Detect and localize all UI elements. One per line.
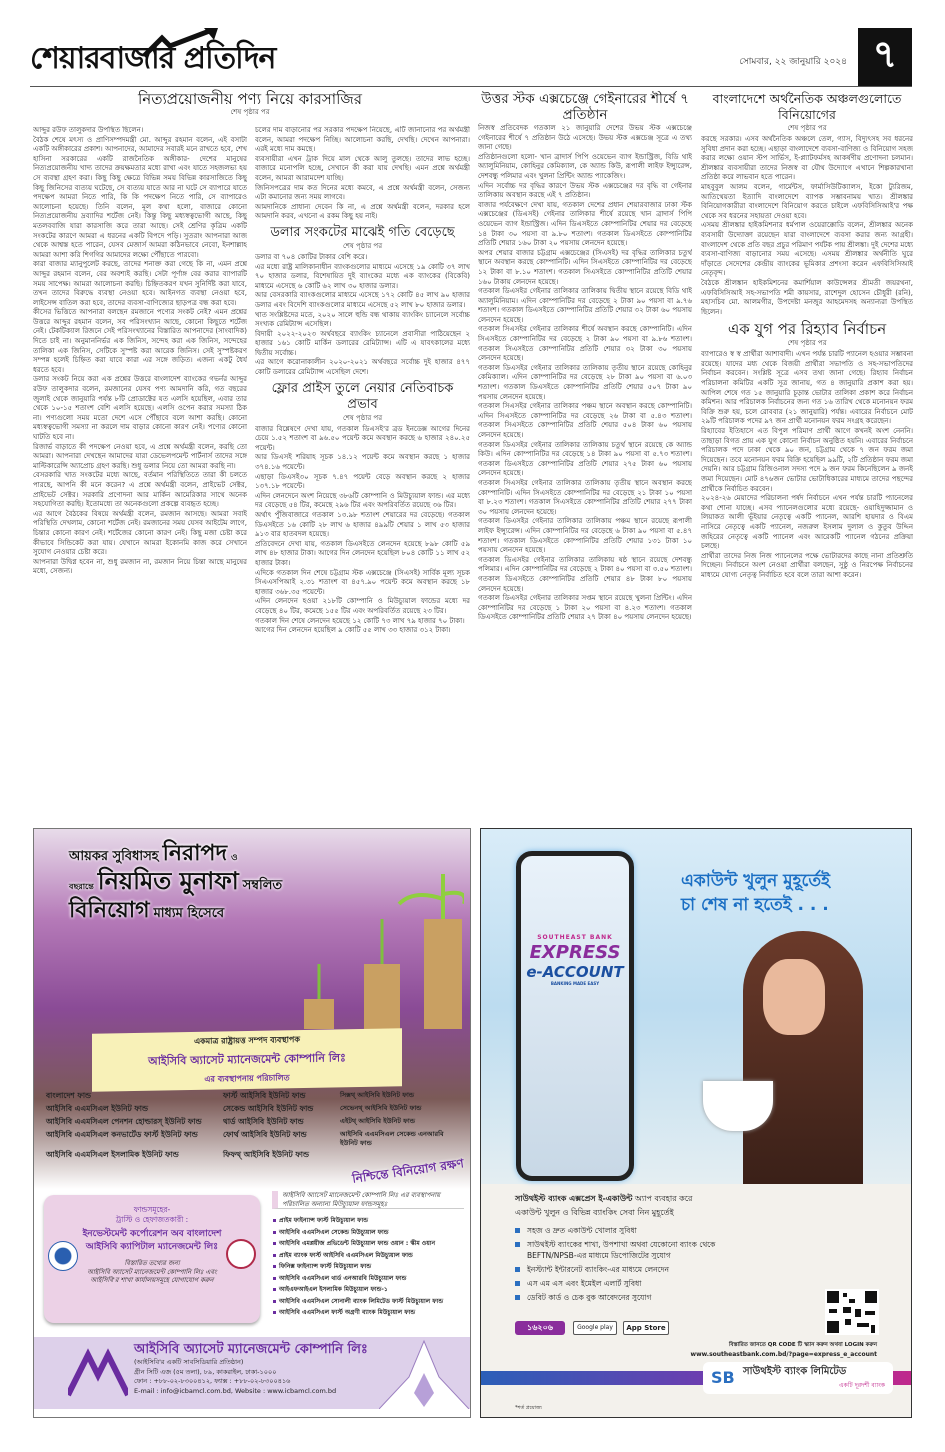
paragraph: গতকাল সিএসইর গেইনার তালিকার শীর্ষে অবস্থান করছে কোম্পানিটি। এদিন সিএসইতে কোম্পানিটির দর বেড়েছে ২ টাকা ৯০ পয়সা বা ৯.৮৬ শতাংশ। গতকাল সিএসইতে কোম্পানিটির প্রতিটি শেয়ার ৩২ টাকা ৩০ পয়সায় লেনদেন হয়েছে। [478,325,692,363]
ad-headline: আয়কর সুবিধাসহ নিরাপদ ও বছরান্তে নিয়মিত মুনাফা সম্বলিত বিনিয়োগ মাধ্যম হিসেবে [69,841,283,923]
subheadline: ডলার সংকটের মাঝেই গতি বেড়েছে [270,224,455,240]
newspaper-logo: শেয়ারবাজার প্রতিদিন [30,34,250,82]
fund-item: এইটথ্ আইসিবি ইউনিট ফান্ড [340,1117,416,1125]
mutual-fund-item: আইসিবি এএমসিএল সোনালী ব্যাংক লিমিটেড ফার্স্ট মিউচ্যুয়াল ফান্ড [279,1298,464,1306]
paragraph: এর মধ্যে রাষ্ট্র মালিকানাধীন ব্যাংকগুলোর মাধ্যমে এসেছে ১৯ কোটি ৩৭ লাখ ৭০ হাজার ডলার, বিশেষায়িত দুই ব্যাংকের মধ্যে এক ব্যাংকের (বিকেবি) মাধ্যমে এসেছে ৬ কোটি ৬২ লাখ ৩০ হাজার ডলার। [255,262,470,290]
mutual-fund-item: আইএফআইএল ইসলামিক মিউচ্যুয়াল ফান্ড-১ [279,1286,464,1294]
article-column [33,126,247,820]
website-link[interactable]: www.southeastbank.com.bd/?page=express_e_account [690,1351,877,1358]
paragraph: বৈঠক শেষে মৎস্য ও প্রাণিসম্পদমন্ত্রী মো. আব্দুর রহমান বলেন, এই বসাটা একটি অঙ্গীকারের প্রকাশ। আপনাদের, আমাদের সবারই মনে রাখতে হবে, শেখ হাসিনা সরকারের একটি রাজনৈতিক অঙ্গীকার- দেশের মানুষের নিত্যপ্রয়োজনীয় খাদ্য তাদের ক্রয়ক্ষমতার মধ্যে রাখা এবং যাতে সহজলভ্য হয় সে ব্যবস্থা গ্রহণ করা। কিছু কিছু ক্ষেত্রে বিভিন্ন সময় বিভিন্ন কারসাজিতে কিছু কিছু জিনিসের ব্যত্যয় ঘটেছে, সে ব্যত্যয় যাতে আর না ঘটে সে ব্যাপারে যাতে পদক্ষেপ আমরা নিতে পারি, কি কি পদক্ষেপ নিতে পারি, সে ব্যাপারেও আলোচনা হয়েছে। তিনি বলেন, মূল কথা হলো, বাজারে কোনো নিত্যপ্রয়োজনীয় দ্রব্যাদির শর্টেজ নেই। কিন্তু কিছু মধ্যস্বত্বভোগী আছে, কিছু মতলববাজি যারা কারসাজি করে তারা আছে। সেই শ্রেণির কৃত্রিম একটি সংকটের কারণে আমরা এ ধরনের একটি বিপদে পড়ি। সুতরাং আপনারা আজ থেকে আশ্বস্ত হতে পারেন, যেসব মেজার্স আমরা কঠিনভাবে নেবো, ইনশাল্লাহ আমরা আশা করি শিগগির আমাদের লক্ষ্যে পৌঁছাতে পারবো। [33,135,247,259]
paragraph: ব্যাপারেও স্ব স্ব প্রার্থীরা আশাবাদী। এখন পর্যন্ত চারটি প্যানেল হওয়ার সম্ভাবনা রয়েছে। যাদের মধ্য থেকে বিজয়ী প্রার্থীরা সভাপতি ও সহ-সভাপতিদের নির্বাচন করবেন। সংশ্লিষ্ট সূত্রে এসব তথ্য জানা গেছে। রিহ্যাব নির্বাচন পরিচালনা কমিটির একটি সূত্র জানায়, গত ৪ জানুয়ারি প্রকাশ করা হয়। আপিল শেষে গত ১৫ জানুয়ারি চূড়ান্ত ভোটার তালিকা প্রকাশ করে নির্বাচন কমিশন। আর পরিচালক নির্বাচনের জন্য গত ১৬ তারিখ থেকে মনোনয়ন ফরম বিক্রি শুরু হয়, চলে রোববার (২১ জানুয়ারি) পর্যন্ত। এবারের নির্বাচনে মোট ২৯টি পরিচালক পদের ৯৭ জন প্রার্থী মনোনয়ন ফরম সংগ্রহ করেছেন। [701,350,913,426]
fund-item: সিক্সথ্ আইসিবি ইউনিট ফান্ড [340,1091,415,1099]
fund-item: আইসিবি এএমসিএল কনভার্টেড ফার্স্ট ইউনিট ফান্ড [46,1130,198,1139]
paragraph: ডলার সংকট নিয়ে করা এক প্রশ্নের উত্তরে বাংলাদেশ ব্যাংকের গভর্নর আব্দুর রউফ তালুকদার বলেন, রমজানের যেসব পণ্য আমদানি করি, গত বছরের জুলাই থেকে জানুয়ারি পর্যন্ত ৮টি প্রোডাক্টের যত এলসি হয়েছিল, এবার তার থেকে ১০-১৫ শতাংশ বেশি এলসি হয়েছে। এলসি ওপেন করার সমস্যা ঠিক না। পণ্যগুলো সময় মতো দেশে এসে পৌঁছাবে বলে আশা করছি। কোনো মধ্যস্বত্বভোগী সমস্যা না করলে দাম বাড়ার কোনো কারণ নেই। পণ্যের কোনো ঘাটতি হবে না। [33,375,247,441]
tea-cup [703,1081,773,1131]
fund-item: আইসিবি এএমসিএল ইউনিট ফান্ড [46,1104,148,1113]
paragraph: গতকাল সিএসইর গেইনার তালিকার তালিকায় তৃতীয় স্থানে অবস্থান করছে কোম্পানিটি। এদিন সিএসইতে কোম্পানিটির দর বেড়েছে ২১ টাকা ১০ পয়সা বা ৮.২৩ শতাংশ। গতকাল সিএসইতে কোম্পানিটির প্রতিটি শেয়ার ২৭৭ টাকা ৩০ পয়সায় লেনদেন হয়েছে। [478,478,692,516]
article-headline: বাংলাদেশে অর্থনৈতিক অঞ্চলগুলোতে বিনিয়োগের [712,91,902,122]
feature-bullet: সাউথইস্ট ব্যাংকের শাখা, উপশাখা অথবা যেকোনো ব্যাংক থেকে [515,1239,815,1250]
paragraph: বিদায়ী ২০২২-২০২৩ অর্থবছরে ব্যাংকিং চ্যানেলে প্রবাসীরা পাঠিয়েছেন ২ হাজার ১৬১ কোটি মার্কিন ডলারের রেমিট্যান্স। এটি এ যাবৎকালের মধ্যে দ্বিতীয় সর্বোচ্চ। [255,329,470,357]
paragraph: আব্দুর রউফ তালুকদার উপস্থিত ছিলেন। [33,126,144,134]
paragraph: এদিকে গতকাল দিন শেষে চট্টগ্রাম স্টক এক্সচেঞ্জে (সিএসই) সার্বিক মূল্য সূচক সিএএসপিআই ২.৩১ শতাংশ বা ৪৫৭.৯০ পয়েন্ট কমে অবস্থান করছে ১৮ হাজার ৩৬৮.৩৫ পয়েন্টে। [255,568,470,596]
mutual-fund-item: প্রাইম ফাইন্যান্স ফার্স্ট মিউচ্যুয়াল ফান্ড [279,1217,464,1225]
icb-advertisement [33,828,471,1418]
bank-logo-box: SB সাউথইস্ট ব্যাংক লিমিটেড একটি দূরদর্শী ব্যাংক [703,1362,893,1394]
paragraph: ২০২৪-২৬ মেয়াদের পরিচালনা পর্ষদ নির্বাচনে এখন পর্যন্ত চারটি প্যানেলের কথা শোনা যাচ্ছে। এসব প্যানেলগুলোর মধ্যে রয়েছে- ওয়াহিদুজ্জামান ও লিয়াকত আলী ভূঁইয়ার নেতৃত্বে একটি প্যানেল, আরশি হায়দার ও বিএম নাসিরে নেতৃত্বে একটি প্যানেল, নজরুল ইসলাম দুলাল ও কুতুব উদ্দিন জহিরের নেতৃত্বে একটি প্যানেল এবং আরেকটি প্যানেল গঠনের প্রক্রিয়া চলছে। [701,494,913,551]
paragraph: আপনারা উদ্বিগ্ন হবেন না, শুধু রমজান না, রমজান নিয়ে চিন্তা আছে মানুষের মধ্যে, সেজন্য। [33,557,247,576]
mutual-fund-intro: আইসিবি অ্যাসেট ম্যানেজমেন্ট কোম্পানি লিঃ এর ব্যবস্থাপনায় পরিচালিত অন্যান্য মিউচ্যুয়াল ফান্ডসমূহঃ [272,1191,464,1209]
qr-code-icon [825,1289,879,1335]
paragraph: বেসরকারি খাত সংকটের মধ্যে আছে, বর্তমান পরিস্থিতিতে তারা কী চলতে পারছে, আপনি কী মনে করেন? এ প্রশ্নে অর্থমন্ত্রী বলেন, প্রাইভেট সেক্টর, প্রাইভেট সেক্টর। সরকারি প্রণোদনা আর মার্কিন আমেরিকার সাথে অনেক সহযোগিতা করছি। ইতোমধ্যে তা অনেকগুলো প্রকল্পে ব্যবহৃত হচ্ছে। [33,471,247,509]
paragraph: আর ডিএসই শরিয়াহ সূচক ১৪.১২ পয়েন্ট কমে অবস্থান করছে ১ হাজার ৩৭৪.১৬ পয়েন্টে। [255,453,470,472]
subheadline: এক যুগ পর রিহ্যাব নির্বাচন [727,320,887,339]
paragraph: ডলার বা ৭০৪ কোটির টাকার বেশি করে। [255,252,368,261]
mutual-fund-item: আইসিবি এমপ্লয়ীজ প্রভিডেন্ট মিউচ্যুয়াল ফান্ড ওয়ান : স্কীম ওয়ান [279,1240,464,1248]
paragraph: আর বেসরকারি ব্যাংকগুলোর মাধ্যমে এসেছে ১৭২ কোটি ৪৫ লাখ ৯০ হাজার ডলার এবং বিদেশি ব্যাংকগুলোর মাধ্যমে এসেছে ৫২ লাখ ৮০ হাজার ডলার। [255,291,470,309]
continued-label: শেষ পৃষ্ঠার পর [342,413,383,422]
stamp-text: নিশ্চিন্তে বিনিয়োগ রক্ষণ [351,1156,465,1186]
article-column [478,91,692,820]
paragraph: কারা বাজার ম্যানুপুলেট করছে, তাদের শনাক্ত করা গেছে কি না, এমন প্রশ্নে আব্দুর রহমান বলেন, বের অবশ্যই করছি। সেটা পূর্ণাঙ্গ বের করার ব্যাপারটি সময় সাপেক্ষ। আমরা আলোচনা করছি। চিহ্নিতকরণ যখন সুনির্দিষ্ট করা যাবে, তখন তাদের বিরুদ্ধে ব্যবস্থা নেওয়া হবে। আইনগত ব্যবস্থা নেওয়া হবে, লাইসেন্স বাতিল করা হবে, তাদের ব্যবসা-বাণিজ্যের ছাড়পত্র বন্ধ করা হবে। [33,260,247,307]
fund-list [46,1091,464,1160]
paragraph: কীসের ভিত্তিতে আপনারা বলছেন রমজানে পণ্যের সংকট নেই? এমন প্রশ্নের উত্তরে আব্দুর রহমান বলেন, সব পরিসংখ্যান আছে, কোনো কিছুতে শর্টেজ নেই। টেকটিক্যাল রিজনে সেই পরিসংখ্যানের বিস্তারিত আপনাদের (সাংবাদিক) দিতে চাই না। অনুমাননির্ভর এক জিনিস, সন্দেহ করা এক জিনিস, সন্দেহের তালিকা এক জিনিস, সেটিকে সুস্পষ্ট করা আরেক জিনিস। সেই সুস্পষ্টকরণ সম্পন্ন হলেই চিহ্নিত করা যাবে কারা এর সঙ্গে জড়িত। এজন্য একটু ধৈর্য ধরতে হবে। [33,308,247,374]
fund-item: ফোর্থ আইসিবি ইউনিট ফান্ড [223,1130,307,1139]
google-play-badge[interactable]: Google play [573,1321,617,1335]
sb-logo-icon: SB [711,1368,735,1387]
article-column [255,126,470,820]
paragraph: গতকাল ডিএসইর গেইনার তালিকার তালিকায় দ্বিতীয় স্থানে রয়েছে বিডি থাই অ্যালুমিনিয়াম। এদিন কোম্পানিটির দর বেড়েছে ২ টাকা ৯০ পয়সা বা ৯.৭৬ শতাংশ। গতকাল ডিএসইতে কোম্পানিটির প্রতিটি শেয়ার ৩২ টাকা ৬০ পয়সায় লেনদেন হয়েছে। [478,287,692,324]
paragraph: গতকাল ডিএসইর গেইনার তালিকার তালিকায় তৃতীয় স্থানে রয়েছে কোহিনুর কেমিক্যাল। এদিন কোম্পানিটির দর বেড়েছে ২৮ টাকা ৯০ পয়সা বা ৬.০৩ শতাংশ। গতকাল ডিএসইতে কোম্পানিটির প্রতিটি শেয়ার ৫০৭ টাকা ৯০ পয়সায় লেনদেন হয়েছে। [478,363,692,401]
paragraph: আগের দিন লেনদেন হয়েছিল ৯ কোটি ৫৫ লাখ ৩৩ হাজার ৩১২ টাকা। [255,626,451,635]
mutual-fund-item: আইসিবি এএমসিএল থার্ড এনআরবি মিউচ্যুয়াল ফান্ড [279,1275,464,1283]
paragraph: জিনিসপত্রের দাম কত দিনের মধ্যে কমবে, এ প্রশ্নে অর্থমন্ত্রী বলেন, সেজন্য এটা কমানোর জন্য সময় লাগবে। [255,183,470,202]
continued-label: শেষ পৃষ্ঠার পর [230,108,270,116]
feature-bullet: ইনস্ট্যান্ট ইন্টারনেট ব্যাংকিং-এর মাধ্যমে লেনদেন [515,1264,815,1275]
paragraph: প্রতিষ্ঠানগুলো হলো- খান ব্রাদার্স পিপি ওয়েভেন ব্যাগ ইন্ডাস্ট্রিজ, বিডি থাই অ্যালুমিনিয়াম, কোহিনুর কেমিক্যাল, কে অ্যান্ড কিউ, রূপালী লাইফ ইন্স্যুরেন্স, দেশবন্ধু পলিমার এবং খুলনা প্রিন্টিং অ্যান্ড প্যাকেজিং। [478,152,692,180]
article-headline: উত্তর স্টক এক্সচেঞ্জে গেইনারের শীর্ষে ৭ প্রতিষ্ঠান [481,91,689,123]
mutual-fund-item: আইসিবি এএমসিএল সেকেন্ড মিউচ্যুয়াল ফান্ড [279,1229,464,1237]
paragraph: গতকাল ডিএসইর গেইনার তালিকার তালিকায় চতুর্থ স্থানে রয়েছে কে অ্যান্ড কিউ। এদিন কোম্পানিটির দর বেড়েছে ১৪ টাকা ৯০ পয়সা বা ৫.৭৩ শতাংশ। গতকাল ডিএসইতে কোম্পানিটির প্রতিটি শেয়ার ২৭৫ টাকা ৬০ পয়সায় লেনদেন হয়েছে। [478,440,692,478]
feature-list [515,1225,815,1306]
article-header [40,90,460,117]
icb-logo [48,1241,78,1271]
rising-arrow-icon [142,28,222,58]
fund-item: থার্ড আইসিবি ইউনিট ফান্ড [223,1117,304,1126]
app-store-badge[interactable]: App Store [623,1321,669,1335]
icml-logo [226,1239,256,1269]
subheadline: ফ্লোর প্রাইস তুলে নেয়ার নেতিবাচক প্রভাব [271,380,454,412]
mountain-graphic [379,1337,469,1409]
fund-item: সেকেন্ড আইসিবি ইউনিট ফান্ড [223,1104,314,1113]
feature-bullet: সহজ ও দ্রুত একাউন্ট খোলার সুবিধা [515,1225,815,1236]
express-e-account-logo: SOUTHEAST BANK EXPRESS e-ACCOUNT BANKING MADE EASY [526,934,624,986]
paragraph: বাজার পর্যবেক্ষণে দেখা যায়, গতকাল দেশের প্রধান শেয়ারবাজার ঢাকা স্টক এক্সচেঞ্জের (ডিএসই) গেইনার তালিকার শীর্ষে রয়েছে খান ব্রাদার্স পিপি ওয়েভেন ব্যাগ ইন্ডাস্ট্রিজ। এদিন ডিএসইতে কোম্পানিটির শেয়ার দর বেড়েছে ১৪ টাকা ৩০ পয়সা বা ৯.৮০ শতাংশ। গতকাল ডিএসইতে কোম্পানিটির প্রতিটি শেয়ার ১৬০ টাকা ২০ পয়সায় লেনদেন হয়েছে। [478,200,692,248]
fund-item: ফিফথ্ আইসিবি ইউনিট ফান্ড [223,1150,309,1159]
page-number: ৭ [858,28,912,86]
fund-item: বাংলাদেশ ফান্ড [46,1091,91,1100]
mutual-fund-panel [272,1191,464,1321]
paragraph: গতকাল দিন শেষে লেনদেন হয়েছে ১২ কোটি ৭৩ লাখ ৭৯ হাজার ৭০ টাকা। [255,616,465,625]
paragraph: ব্যবসায়ীরা এখন ট্রাক দিয়ে মাল থেকে আলু তুলছে। তাদের লাভ হচ্ছে। বাজারে মনোপলি হচ্ছে, সেখানে কী করা যায় দেখছি। এমন প্রশ্নে অর্থমন্ত্রী বলেন, আমরা আরামদেশ যাচ্ছি। [255,154,470,182]
fund-item: ফার্স্ট আইসিবি ইউনিট ফান্ড [223,1091,306,1100]
paragraph: অর্থাৎ পুঁজিবাজারে গতকাল ১৩.৯৮ শতাংশ শেয়ারের দর বেড়েছে। গতকাল ডিএসইতে ১৬ কোটি ২৮ লাখ ৬ হাজার ৪৯৯টি শেয়ার ১ লাখ ৫৩ হাজার ৯১৩ বার হাতবদল হয়েছে। [255,511,470,539]
feature-bullet: এস এম এস এবং ইমেইল এলার্ট সুবিধা [515,1278,815,1289]
trustee-box: ফান্ডসমূহের- ট্রাস্টি ও হেফাজতকারী : ইনভেস্টমেন্ট কর্পোরেশন অব বাংলাদেশ আইসিবি ক্যাপিটাল ম্যানেজমেন্ট লিঃ বিস্তারিত তথ্যের জন্য আইসিবি অ্যাসেট ম্যানেজমেন্ট কোম্পানি লিঃ এবং আইসিবি'র শাখা কার্যালয়সমূহে যোগাযোগ করুন [44,1195,260,1323]
terms-note: *শর্ত প্রযোজ্য [515,1405,542,1411]
mutual-fund-item: প্রাইম ব্যাংক ফার্স্ট আইসিবি এএমসিএল মিউচ্যুয়াল ফান্ড [279,1252,464,1260]
manager-banner: একমাত্র রাষ্ট্রায়ত্ত সম্পদ ব্যবস্থাপক আইসিবি অ্যাসেট ম্যানেজমেন্ট কোম্পানি লিঃ এর ব্যবস্থাপনায় পরিচালিত [92,1028,402,1091]
paragraph: আমদানিকে প্রাধান্য দেবেন কি না, এ প্রশ্নে অর্থমন্ত্রী বলেন, দরকার হলে আমদানি করব, এখনো এ রকম কিছু হয় নাই। [255,202,470,221]
mutual-fund-item: আইসিবি এএমসিএল ফার্স্ট অগ্রণী ব্যাংক মিউচ্যুয়াল ফান্ড [279,1309,464,1317]
continued-label: শেষ পৃষ্ঠার পর [787,124,827,132]
company-footer: আইসিবি অ্যাসেট ম্যানেজমেন্ট কোম্পানি লিঃ (আইসিবি'র একটি সাবসিডিয়ারি প্রতিষ্ঠান) গ্রীন সিটি এজ (৫ম তলা), ৮৯, কাকরাইল, ঢাকা-১০০০ ফোন : +৮৮-০২-৮৩০০৪১২, ফ্যাক্স : +৮৮-০২-৮৩০০৪১৬ E-mail : info@icbamcl.com.bd, Website : www.icbamcl.com.bd [34,1337,470,1409]
paragraph: এদিন সর্বোচ্চ দর বৃদ্ধির কারণে উভয় স্টক এক্সচেঞ্জের দর বৃদ্ধি বা গেইনার তালিকায় অবস্থান করছে এই ৭ প্রতিষ্ঠান। [478,181,692,200]
paragraph: এদিন লেনদেনে অংশ নিয়েছে ৩৮৬টি কোম্পানি ও মিউচ্যুয়াল ফান্ড। এর মধ্যে দর বেড়েছে ৫৪ টির, কমেছে ২৯৬ টির এবং অপরিবর্তিত রয়েছে ৩৬ টির। [255,491,470,510]
paragraph: গতকাল সিএসইর গেইনার তালিকার পঞ্চম স্থানে অবস্থান করছে কোম্পানিটি। এদিন সিএসইতে কোম্পানিটির দর বেড়েছে ২৬ টাকা বা ৫.৪৩ শতাংশ। গতকাল সিএসইতে কোম্পানিটির প্রতিটি শেয়ার ৫০৪ টাকা ৬০ পয়সায় লেনদেন হয়েছে। [478,402,692,439]
southeast-bank-advertisement [480,828,912,1418]
paragraph: এর আগে করোনাকালীন ২০২০-২০২১ অর্থবছরে সর্বোচ্চ দুই হাজার ৪৭৭ কোটি ডলারের রেমিট্যান্স এসেছিল দেশে। [255,358,470,377]
mutual-fund-item: ফিনিক্স ফাইন্যান্স ফার্স্ট মিউচ্যুয়াল ফান্ড [279,1263,464,1271]
header-divider [30,86,912,87]
paragraph: গতকাল ডিএসইর গেইনার তালিকার সপ্তম স্থানে রয়েছে খুলনা প্রিন্টিং। এদিন কোম্পানিটির দর বেড়েছে ১ টাকা ২০ পয়সা বা ৪.২৩ শতাংশ। গতকাল ডিএসইতে কোম্পানিটির প্রতিটি শেয়ার ২৭ টাকা ৪০ পয়সায় লেনদেন হয়েছে। [478,594,692,622]
paragraph: রিহ্যাবের ইতিহাসে এত বিপুল পরিমাণ প্রার্থী আগে কখনই অংশ নেননি। তাছাড়া বিগত প্রায় এক যুগ কোনো নির্বাচন অনুষ্ঠিত হয়নি। এবারের নির্বাচনে পরিচালক পদে ঢাকা থেকে ৯০ জন, চট্টগ্রাম থেকে ৭ জন ফরম জমা দিয়েছেন। তবে মনোনয়ন ফরম বিক্রি হয়েছিল ৯৯টি, ২টি প্রতিষ্ঠান ফরম জমা দেয়নি। আর চট্টগ্রাম রিজিওনাল সদস্য পদে ৯ জন ফরম কিনেছিলেন ৯ জনই জমা দিয়েছেন। মোট ৪৭৬জন ভোটার ভোটাধিকারের মাধ্যমে তাদের পছন্দের প্রার্থীকে নির্বাচিত করবেন। [701,427,913,493]
paragraph: গতকাল ডিএসইর গেইনার তালিকার তালিকায় ষষ্ঠ স্থানে রয়েছে দেশবন্ধু পলিমার। এদিন কোম্পানিটির দর বেড়েছে ২ টাকা ৪০ পয়সা বা ৩.৫০ শতাংশ। গতকাল ডিএসইতে কোম্পানিটির প্রতিটি শেয়ার ৪৮ টাকা ৮০ পয়সায় লেনদেন হয়েছে। [478,555,692,593]
paragraph: এছাড়া ডিএসই৩০ সূচক ৭.৪৭ পয়েন্ট বেড়ে অবস্থান করছে ২ হাজার ১৩৭.১৮ পয়েন্টে। [255,472,470,491]
paragraph: গতকাল ডিএসইর গেইনার তালিকার তালিকায় পঞ্চম স্থানে রয়েছে রূপালী লাইফ ইন্স্যুরেন্স। এদিন কোম্পানিটির দর বেড়েছে ৬ টাকা ৯০ পয়সা বা ৫.৪৭ শতাংশ। গতকাল ডিএসইতে কোম্পানিটির প্রতিটি শেয়ার ১৩১ টাকা ১০ পয়সায় লেনদেন হয়েছে। [478,517,692,555]
paragraph: রিজার্ভ বাড়াতে কী পদক্ষেপ নেওয়া হবে, এ প্রশ্নে অর্থমন্ত্রী বলেন, করছি তো আমরা। আপনারা দেখছেন আমাদের যারা ডেভেলপমেন্ট পার্টনার্স তাদের সঙ্গে মাল্টিকারেন্সি অ্যাপ্রোচ গ্রহণ করছি। শুধু ডলার নিয়ে তো আমরা করছি না। [33,442,247,470]
paragraph: মাহবুবুল আলম বলেন, গার্মেন্টস, ফার্মাসিউটিক্যালস, ইকো ট্যুরিজম, আতিথেয়তা ইত্যাদি বাংলাদেশে ব্যাপক সম্ভাবনাময় খাত। শ্রীলঙ্কার বিনিয়োগকারীরা বাংলাদেশে বিনিয়োগ করতে চাইলে এফবিসিসিআই'র পক্ষ থেকে সব ধরনের সহায়তা দেওয়া হবে। [701,182,913,220]
paragraph: নিজস্ব প্রতিবেদক গতকাল ২১ জানুয়ারি দেশের উভয় স্টক এক্সচেঞ্জে গেইনারের শীর্ষে ৭ প্রতিষ্ঠান উঠে এসেছে। উভয় স্টক এক্সচেঞ্জ সূত্রে এ তথ্য জানা গেছে। [478,124,692,152]
woman-with-tea-image [481,829,911,1184]
paragraph: বৈঠকে শ্রীলঙ্কান হাইকমিশনের কমার্শিয়াল কাউন্সেলর শ্রীমতী জয়রথনা, এফবিসিসিআই সহ-সভাপতি শমী কায়সার, রাশেদুল হোসেন চৌধুরী (রনি), মহাসচিব মো. আলমগীর, উপদেষ্টা মনজুর আহমেদসহ অন্যান্যরা উপস্থিত ছিলেন। [701,278,913,316]
paragraph: বাজার বিশ্লেষণে দেখা যায়, গতকাল ডিএসই'র ব্রড ইনডেক্স আগের দিনের চেয়ে ১.৫২ শতাংশ বা ৯৬.৫০ পয়েন্ট কমে অবস্থান করছে ৬ হাজার ২৪০.২৫ পয়েন্ট। [255,424,470,452]
paragraph: চলের দাম বাড়ানোর পর সরকার পদক্ষেপ নিয়েছে, এটি জানানোর পর অর্থমন্ত্রী বলেন, আমরা পদক্ষেপ নিচ্ছি। আলোচনা করছি, দেখছি। দেখেন আপনারা। এরই মধ্যে দাম কমছে। [255,126,470,154]
phone-graphic [516,851,634,1181]
continued-label: শেষ পৃষ্ঠার পর [787,339,827,348]
paragraph: এদিন লেনদেন হওয়া ২১৮টি কোম্পানি ও মিউচ্যুয়াল ফান্ডের মধ্যে দর বেড়েছে ৪০ টির, কমেছে ১৫৫ টির এবং অপরিবর্তিত রয়েছে ২৩ টির। [255,597,470,615]
fund-item: আইসিবি এএমসিএল পেনশন হোল্ডারস্ ইউনিট ফান্ড [46,1117,202,1126]
feature-bullet: BEFTN/NPSB-এর মাধ্যমে ডিপোজিটের সুযোগ [527,1251,671,1260]
ad-intro: একাউন্ট খুলুন ও বিভিন্ন ব্যাংকিং সেবা নিন মুহূর্তেই [515,1208,674,1217]
paragraph: এর আগে বৈঠকের বিষয়ে অর্থমন্ত্রী বলেন, রমজান আসছে। আমরা সবাই পরিস্থিতি দেখলাম, কোনো শর্টেজ নেই। রমজানের সময় যেসব আইটেম লাগে, চিন্তার কোনো কারণ নেই। শর্টেজের কোনো কারণ নেই। কিছু মজা চেষ্টা করে কীভাবে সিন্ডিকেট করা যায়। যেখানে আমরা ইকোনমি কাজ করে সেখানে সুযোগ নেওয়ার চেষ্টা করে। [33,509,247,557]
paragraph: করছে সরকার। এসব অর্থনৈতিক অঞ্চলে তেল, গ্যাস, বিদ্যুৎসহ সব ধরনের সুবিধা প্রদান করা হচ্ছে। এছাড়া বাংলাদেশে ব্যবসা-বাণিজ্য ও বিনিয়োগ সহজ করার লক্ষ্যে ওয়ান স্টপ সার্ভিস, ই-প্ল্যাটফর্মসহ আকর্ষণীয় প্রণোদনা চলমান। শ্রীলঙ্কার ব্যবসায়ীরা তাদের নিজস্ব বা যৌথ উদ্যোগে এখানে শিল্পকারখানা প্রতিষ্ঠা করে লাভবান হতে পারেন। [701,135,913,182]
woman-figure [743,931,863,1184]
fund-item: সেভেনথ্ আইসিবি ইউনিট ফান্ড [340,1104,422,1112]
paragraph: অপর শেয়ার বাজার চট্টগ্রাম এক্সচেঞ্জের (সিএসই) দর বৃদ্ধির তালিকার চতুর্থ স্থানে অবস্থান করছে কোম্পানিটি। এদিন সিএসইতে কোম্পানিটির দর বেড়েছে ১২ টাকা বা ৮.১০ শতাংশ। গতকাল সিএসইতে কোম্পানিটির প্রতিটি শেয়ার ১৬০ টাকায় লেনদেন হয়েছে। [478,248,692,286]
feature-bullet: ডেবিট কার্ড ও চেক বুক আবেদনের সুযোগ [515,1292,815,1303]
ad-intro: সাউথইস্ট ব্যাংক এক্সপ্রেস ই-একাউন্ট অ্যাপ ব্যবহার করে [515,1194,693,1203]
issue-date: সোমবার, ২২ জানুয়ারি ২০২৪ [739,57,847,67]
fund-item: আইসিবি এএমসিএল ইসলামিক ইউনিট ফান্ড [46,1150,179,1159]
paragraph: প্রতিবেদনে দেখা যায়, গতকাল ডিএসইতে লেনদেন হয়েছে ৮৯৮ কোটি ৫৯ লাখ ৪৮ হাজার টাকা। আগের দিন লেনদেন হয়েছিল ৮০৪ কোটি ১১ লাখ ৫২ হাজার টাকা। [255,539,470,567]
fund-item: আইসিবি এএমসিএল সেকেন্ড এনআরবি ইউনিট ফান্ড [340,1130,444,1147]
paragraph: এসময় শ্রীলঙ্কার হাইকমিশনার ধর্মপাল ওয়েরাক্কোডি বলেন, শ্রীলঙ্কার অনেক ব্যবসায়ী উদ্যোক্তা রয়েছেন যারা বাংলাদেশে ব্যবসা করার জন্য আগ্রহী। বাংলাদেশ থেকে প্রতি বছর প্রচুর পরিমাণ পর্যটক পায় শ্রীলঙ্কা। দুই দেশের মধ্যে ব্যবসা-বাণিজ্য বাড়ানোর সময় এসেছে। এসময় শ্রীলঙ্কার অর্থনীতি ঘুরে দাঁড়াতে সেদেশের কেন্দ্রীয় ব্যাংকের ভূমিকার প্রশংসা করেন এফবিসিসিআই নেতৃবৃন্দ। [701,221,913,278]
article-headline: নিত্যপ্রয়োজনীয় পণ্য নিয়ে কারসাজির [137,90,363,108]
paragraph: খাত সংশ্লিষ্টদের মতে, ২০২০ সালে হুন্ডি বন্ধ থাকায় ব্যাংকিং চ্যানেলে সর্বোচ্চ সংখ্যক রেমিট্যান্স এসেছিল। [255,310,470,329]
qr-note: বিস্তারিত জানতে QR CODE টি স্ক্যান করুন অথবা LOGIN করুন [728,1342,877,1348]
continued-label: শেষ পৃষ্ঠার পর [342,241,383,250]
ad-headline: একাউন্ট খুলুন মুহূর্তেই চা শেষ না হতেই . . . [681,871,830,915]
hotline-badge[interactable]: ১৬২০৬ [515,1321,565,1335]
paragraph: প্রার্থীরা তাদের নিজ নিজ প্যানেলের পক্ষে ভোটারদের কাছে নানা প্রতিশ্রুতি দিচ্ছেন। নির্বাচনে অংশ নেওয়া প্রার্থীরা বলছেন, সুষ্ঠু ও নিরপেক্ষ নির্বাচনের মাধ্যমে যোগ্য নেতৃত্ব নির্বাচিত হবে বলে তারা আশা করেন। [701,551,913,579]
icb-amcl-logo [68,1347,128,1397]
article-column [701,91,913,820]
